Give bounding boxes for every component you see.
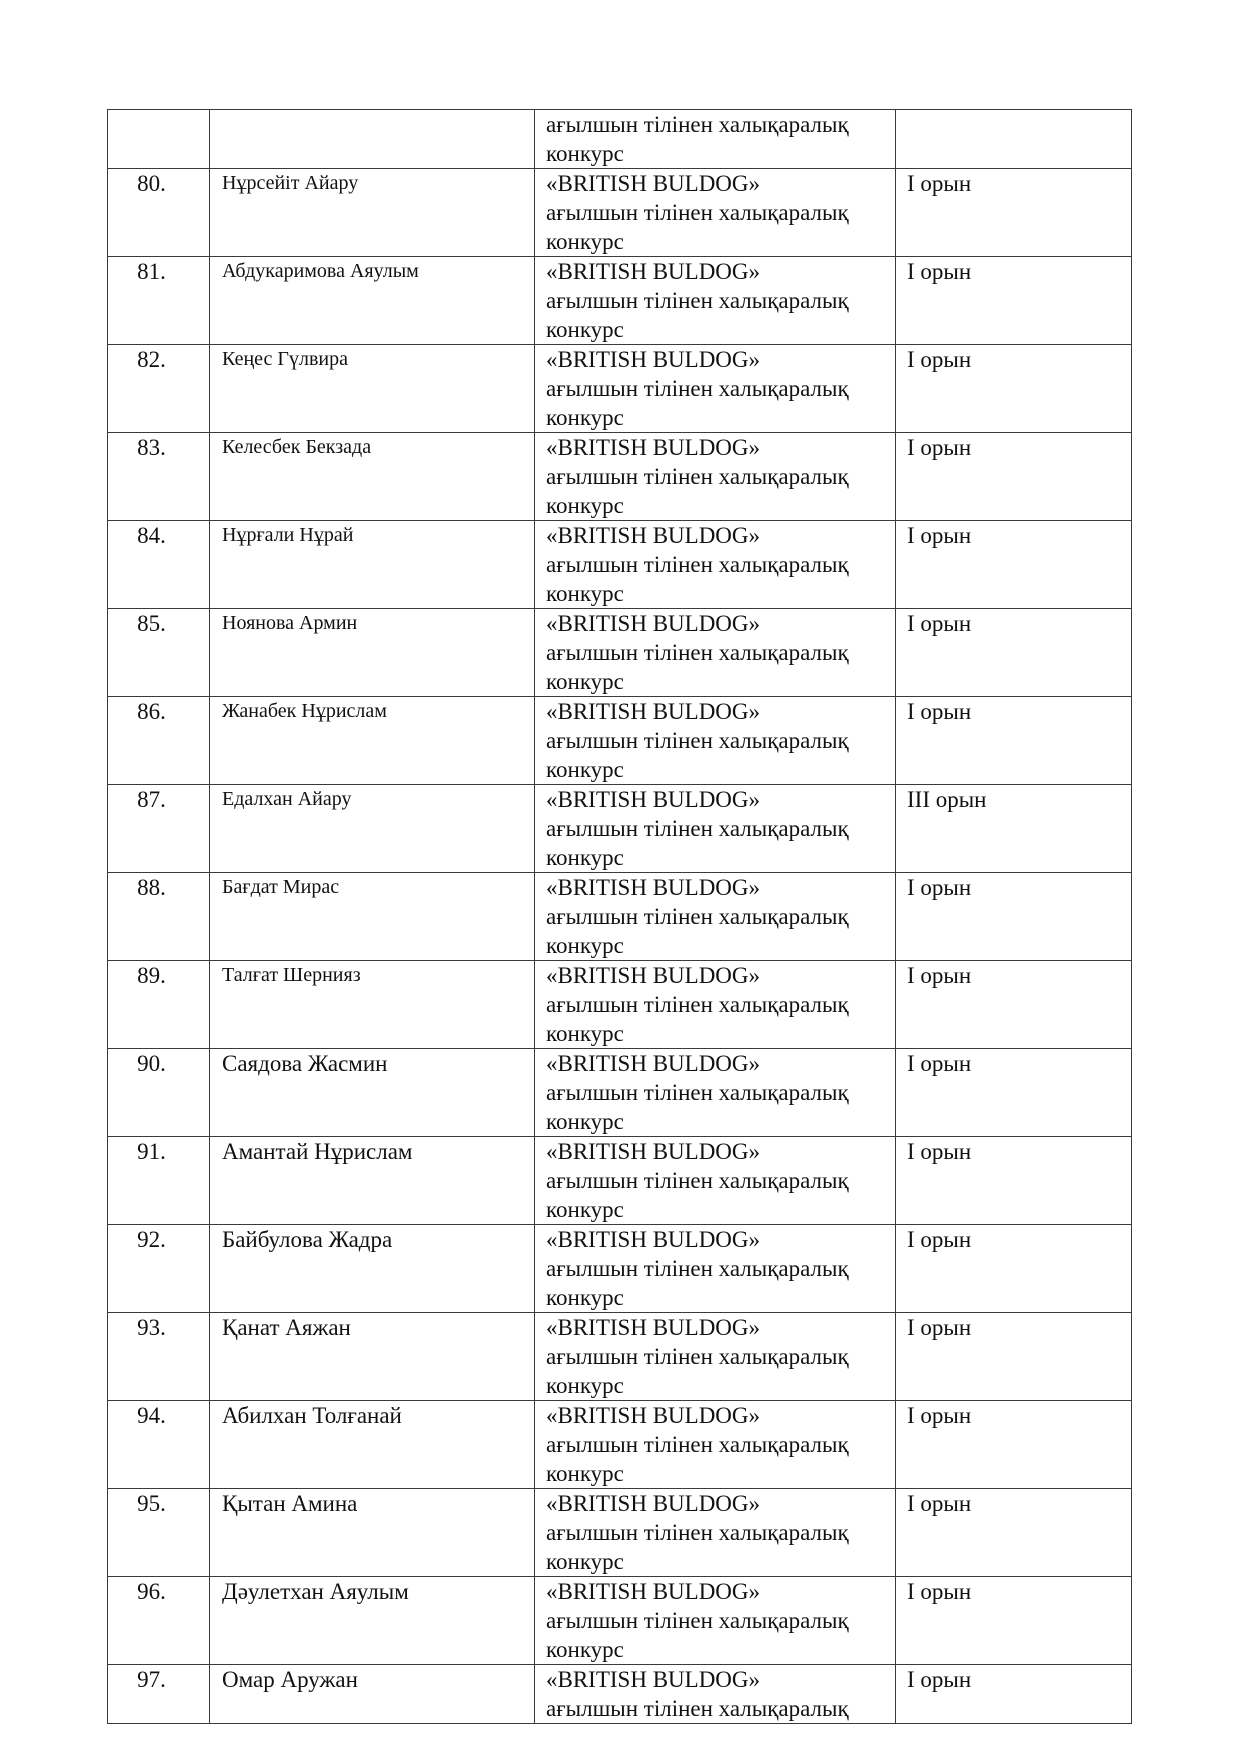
competition-line: ағылшын тілінен халықаралық (546, 816, 849, 841)
cell-competition (535, 873, 896, 961)
table-row-continued (108, 110, 1132, 169)
row-number: 95. (137, 1491, 166, 1516)
cell-number (108, 785, 210, 873)
row-number: 93. (137, 1315, 166, 1340)
competition-line: ағылшын тілінен халықаралық (546, 200, 849, 225)
competition-line: конкурс (546, 1021, 624, 1046)
competition-line: конкурс (546, 1549, 624, 1574)
competition-line: «BRITISH BULDOG» (546, 1667, 761, 1692)
cell-number (108, 961, 210, 1049)
cell-competition (535, 1137, 896, 1225)
table-row (108, 609, 1132, 697)
placement: I орын (907, 1315, 972, 1340)
cell-competition (535, 1313, 896, 1401)
competition-line: ағылшын тілінен халықаралық (546, 1608, 849, 1633)
competition-text (535, 785, 895, 872)
cell-place (896, 961, 1132, 1049)
cell-name (210, 345, 535, 433)
placement: I орын (907, 523, 972, 548)
participant-name: Бағдат Мирас (222, 876, 340, 898)
placement: I орын (907, 1491, 972, 1516)
cell-name (210, 1665, 535, 1724)
cell-competition (535, 785, 896, 873)
cell-competition (535, 1401, 896, 1489)
row-number: 97. (137, 1667, 166, 1692)
competition-line: «BRITISH BULDOG» (546, 259, 761, 284)
placement: I орын (907, 1403, 972, 1428)
cell-place (896, 257, 1132, 345)
participant-name: Байбулова Жадра (222, 1227, 393, 1252)
competition-line: конкурс (546, 669, 624, 694)
competition-line: «BRITISH BULDOG» (546, 1579, 761, 1604)
placement: I орын (907, 1579, 972, 1604)
competition-text (535, 169, 895, 256)
placement: I орын (907, 875, 972, 900)
competition-line: конкурс (546, 581, 624, 606)
table-row (108, 1665, 1132, 1724)
participant-name: Дәулетхан Аяулым (222, 1579, 409, 1604)
placement: I орын (907, 1051, 972, 1076)
placement: I орын (907, 963, 972, 988)
cell-number (108, 345, 210, 433)
cell-place (896, 521, 1132, 609)
competition-line: ағылшын тілінен халықаралық (546, 1696, 849, 1721)
cell-competition (535, 1489, 896, 1577)
participant-name: Омар Аружан (222, 1667, 358, 1692)
table-row (108, 961, 1132, 1049)
placement: I орын (907, 611, 972, 636)
cell-number (108, 1577, 210, 1665)
competition-line: ағылшын тілінен халықаралық (546, 464, 849, 489)
participant-name: Кеңес Гүлвира (222, 348, 348, 370)
table-row (108, 257, 1132, 345)
competition-text (535, 1489, 895, 1576)
competition-text (535, 110, 895, 168)
cell-place (896, 1401, 1132, 1489)
competition-text (535, 1577, 895, 1664)
cell-place (896, 1049, 1132, 1137)
competition-line: ағылшын тілінен халықаралық (546, 288, 849, 313)
competition-line: конкурс (546, 229, 624, 254)
cell-name (210, 433, 535, 521)
table-row (108, 785, 1132, 873)
competition-line: ағылшын тілінен халықаралық (546, 904, 849, 929)
participant-name: Саядова Жасмин (222, 1051, 388, 1076)
cell-place (896, 873, 1132, 961)
participant-name: Қанат Аяжан (222, 1315, 351, 1340)
competition-line: «BRITISH BULDOG» (546, 347, 761, 372)
competition-line: «BRITISH BULDOG» (546, 1491, 761, 1516)
row-number: 92. (137, 1227, 166, 1252)
competition-line: ағылшын тілінен халықаралық (546, 1520, 849, 1545)
cell-competition (535, 433, 896, 521)
competition-line: «BRITISH BULDOG» (546, 523, 761, 548)
cell-number (108, 433, 210, 521)
row-number: 91. (137, 1139, 166, 1164)
competition-line: «BRITISH BULDOG» (546, 1403, 761, 1428)
row-number: 86. (137, 699, 166, 724)
cell-number (108, 1049, 210, 1137)
cell-place (896, 169, 1132, 257)
cell-competition (535, 1049, 896, 1137)
placement: I орын (907, 347, 972, 372)
table-row (108, 1313, 1132, 1401)
cell-competition (535, 110, 896, 169)
cell-number (108, 521, 210, 609)
competition-line: ағылшын тілінен халықаралық (546, 1080, 849, 1105)
cell-competition (535, 257, 896, 345)
table-row (108, 169, 1132, 257)
row-number: 81. (137, 259, 166, 284)
cell-name (210, 1137, 535, 1225)
placement: I орын (907, 1139, 972, 1164)
cell-name (210, 785, 535, 873)
placement: I орын (907, 259, 972, 284)
cell-name (210, 521, 535, 609)
participant-name: Ноянова Армин (222, 612, 358, 634)
competition-text (535, 873, 895, 960)
cell-name (210, 697, 535, 785)
competition-text (535, 1401, 895, 1488)
competition-line: ағылшын тілінен халықаралық (546, 1344, 849, 1369)
participant-name: Едалхан Айару (222, 788, 352, 810)
cell-number (108, 609, 210, 697)
competition-line: «BRITISH BULDOG» (546, 1315, 761, 1340)
competition-text (535, 521, 895, 608)
cell-number (108, 1489, 210, 1577)
competition-line: ағылшын тілінен халықаралық (546, 1256, 849, 1281)
participant-name: Талғат Шернияз (222, 964, 361, 986)
row-number: 85. (137, 611, 166, 636)
table-row (108, 873, 1132, 961)
competition-text (535, 345, 895, 432)
cell-place (896, 1225, 1132, 1313)
competition-line: «BRITISH BULDOG» (546, 171, 761, 196)
cell-number (108, 1313, 210, 1401)
competition-text (535, 1313, 895, 1400)
competition-line: «BRITISH BULDOG» (546, 435, 761, 460)
competition-text (535, 961, 895, 1048)
cell-number (108, 169, 210, 257)
cell-name (210, 961, 535, 1049)
competition-line: «BRITISH BULDOG» (546, 875, 761, 900)
cell-competition (535, 697, 896, 785)
competition-line: «BRITISH BULDOG» (546, 787, 761, 812)
competition-line: «BRITISH BULDOG» (546, 699, 761, 724)
cell-name (210, 110, 535, 169)
cell-name (210, 257, 535, 345)
cell-place (896, 697, 1132, 785)
competition-line: ағылшын тілінен халықаралық (546, 1168, 849, 1193)
cell-name (210, 1489, 535, 1577)
placement: I орын (907, 171, 972, 196)
competition-line: ағылшын тілінен халықаралық (546, 112, 849, 137)
competition-line: ағылшын тілінен халықаралық (546, 552, 849, 577)
table-row (108, 1137, 1132, 1225)
cell-place (896, 1489, 1132, 1577)
competition-line: конкурс (546, 1109, 624, 1134)
competition-line: ағылшын тілінен халықаралық (546, 728, 849, 753)
competition-line: конкурс (546, 1637, 624, 1662)
competition-text (535, 697, 895, 784)
row-number: 84. (137, 523, 166, 548)
placement: I орын (907, 699, 972, 724)
competition-line: «BRITISH BULDOG» (546, 611, 761, 636)
row-number: 87. (137, 787, 166, 812)
participant-name: Жанабек Нұрислам (222, 700, 387, 722)
cell-place (896, 609, 1132, 697)
competition-text (535, 257, 895, 344)
cell-place (896, 785, 1132, 873)
participant-name: Нұрсейіт Айару (222, 172, 359, 194)
competition-line: конкурс (546, 1285, 624, 1310)
cell-number (108, 873, 210, 961)
competition-line: ағылшын тілінен халықаралық (546, 992, 849, 1017)
results-table (107, 109, 1132, 1724)
competition-line: конкурс (546, 317, 624, 342)
cell-name (210, 1225, 535, 1313)
cell-place (896, 1313, 1132, 1401)
competition-text (535, 609, 895, 696)
competition-line: конкурс (546, 493, 624, 518)
participant-name: Келесбек Бекзада (222, 436, 372, 458)
participant-name: Абилхан Толғанай (222, 1403, 402, 1428)
cell-number (108, 1665, 210, 1724)
row-number: 82. (137, 347, 166, 372)
participant-name: Нұрғали Нұрай (222, 524, 354, 546)
cell-number (108, 1225, 210, 1313)
competition-line: конкурс (546, 933, 624, 958)
participant-name: Қытан Амина (222, 1491, 358, 1516)
competition-text (535, 1665, 895, 1723)
competition-line: ағылшын тілінен халықаралық (546, 376, 849, 401)
row-number: 90. (137, 1051, 166, 1076)
competition-text (535, 433, 895, 520)
row-number: 94. (137, 1403, 166, 1428)
cell-name (210, 1401, 535, 1489)
cell-number (108, 1137, 210, 1225)
cell-place (896, 1577, 1132, 1665)
table-row (108, 345, 1132, 433)
row-number: 83. (137, 435, 166, 460)
cell-competition (535, 961, 896, 1049)
participant-name: Амантай Нұрислам (222, 1139, 413, 1164)
competition-line: конкурс (546, 141, 624, 166)
competition-line: ағылшын тілінен халықаралық (546, 640, 849, 665)
competition-line: конкурс (546, 1373, 624, 1398)
cell-place (896, 1137, 1132, 1225)
table-row (108, 521, 1132, 609)
competition-text (535, 1049, 895, 1136)
competition-line: конкурс (546, 405, 624, 430)
table-row (108, 1577, 1132, 1665)
cell-competition (535, 609, 896, 697)
competition-text (535, 1137, 895, 1224)
cell-name (210, 1577, 535, 1665)
cell-place (896, 433, 1132, 521)
cell-number (108, 697, 210, 785)
cell-competition (535, 1665, 896, 1724)
competition-line: «BRITISH BULDOG» (546, 963, 761, 988)
placement: I орын (907, 1667, 972, 1692)
competition-line: конкурс (546, 1461, 624, 1486)
table-row (108, 1225, 1132, 1313)
competition-line: «BRITISH BULDOG» (546, 1139, 761, 1164)
row-number: 89. (137, 963, 166, 988)
cell-number (108, 110, 210, 169)
competition-line: конкурс (546, 1197, 624, 1222)
participant-name: Абдукаримова Аяулым (222, 260, 419, 282)
cell-place (896, 345, 1132, 433)
row-number: 88. (137, 875, 166, 900)
cell-competition (535, 1577, 896, 1665)
row-number: 96. (137, 1579, 166, 1604)
cell-number (108, 257, 210, 345)
cell-place (896, 1665, 1132, 1724)
table-row (108, 697, 1132, 785)
cell-name (210, 873, 535, 961)
cell-competition (535, 1225, 896, 1313)
cell-competition (535, 345, 896, 433)
competition-line: ағылшын тілінен халықаралық (546, 1432, 849, 1457)
placement: I орын (907, 435, 972, 460)
table-row (108, 1401, 1132, 1489)
row-number: 80. (137, 171, 166, 196)
placement: III орын (907, 787, 987, 812)
table-row (108, 1049, 1132, 1137)
cell-name (210, 1313, 535, 1401)
cell-number (108, 1401, 210, 1489)
cell-place (896, 110, 1132, 169)
placement: I орын (907, 1227, 972, 1252)
table-row (108, 1489, 1132, 1577)
cell-name (210, 1049, 535, 1137)
competition-line: конкурс (546, 845, 624, 870)
table-row (108, 433, 1132, 521)
competition-line: «BRITISH BULDOG» (546, 1227, 761, 1252)
cell-name (210, 169, 535, 257)
results-table-body (108, 110, 1132, 1724)
competition-text (535, 1225, 895, 1312)
competition-line: конкурс (546, 757, 624, 782)
cell-competition (535, 169, 896, 257)
cell-name (210, 609, 535, 697)
competition-line: «BRITISH BULDOG» (546, 1051, 761, 1076)
cell-competition (535, 521, 896, 609)
